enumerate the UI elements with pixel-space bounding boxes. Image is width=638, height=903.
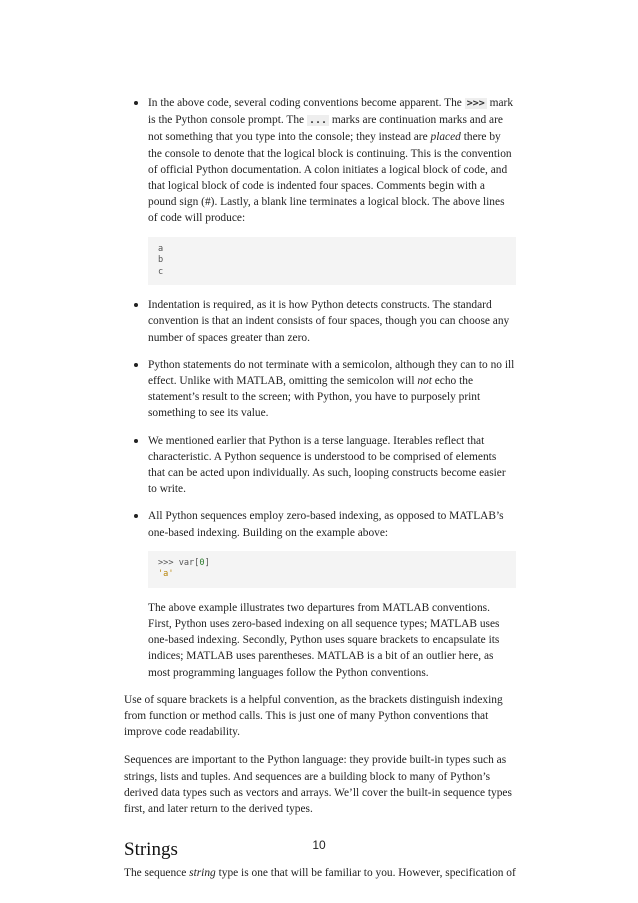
list-item (148, 433, 516, 498)
bullet-text: there by the console to denote that the logical block is continuing. This is the convention of official Python documentation. A colon initiates a logical block of code, and that logical block of code is indented four spaces. Comments begin with a pound sign (#). Lastly, a blank line terminates a logical block. The above lines of code will produce: (148, 131, 512, 225)
page-content (124, 95, 516, 893)
bullet-text: In the above code, several coding conventions become apparent. The (148, 97, 465, 109)
code-block (148, 551, 516, 588)
bullet-text: echo the statement’s result to the screen; with Python, you have to purposely print something to see its value. (148, 374, 481, 420)
code-line: c (158, 266, 164, 277)
section-paragraph (124, 865, 516, 881)
bullet-text: All Python sequences employ zero-based indexing, as opposed to MATLAB’s one-based indexing. Building on the example above: (148, 510, 504, 539)
code-index: 0 (199, 557, 205, 568)
code-line: b (158, 255, 164, 266)
emphasis-text: string (189, 867, 216, 880)
list-item (148, 357, 516, 422)
bullet-followup-paragraph: The above example illustrates two departures from MATLAB conventions. First, Python uses zero-based indexing on all sequence types; MATLAB uses one-based indexing. Secondly, Python uses square brackets to encapsulate its indices; MATLAB uses parentheses. MATLAB is a bit of an outlier here, as most programming languages follow the Python conventions. (148, 601, 500, 679)
bullet-text: Python statements do not terminate with a semicolon, although they can to no ill effect. Unlike with MATLAB, omitting the semicolon will (148, 358, 515, 387)
inline-code-prompt: >>> (466, 98, 485, 109)
bullet-text: marks are continuation marks and are not something that you type into the console; they instead are (148, 114, 503, 144)
bullet-text: Indentation is required, as it is how Python detects constructs. The standard convention is that an indent consists of four spaces, though you can choose any number of spaces greater than zero. (148, 299, 510, 344)
body-paragraph: Use of square brackets is a helpful convention, as the brackets distinguish indexing from function or method calls. This is just one of many Python conventions that improve code readability. (124, 693, 503, 739)
bullet-list (124, 95, 516, 681)
bullet-text: We mentioned earlier that Python is a terse language. Iterables reflect that characteristic. A Python sequence is understood to be comprised of elements that can be acted upon individually. As such, looping constructs become easier to write. (148, 434, 506, 496)
code-result: 'a' (158, 569, 174, 580)
bullet-text: mark is the Python console prompt. The (148, 97, 514, 127)
list-item (148, 297, 516, 346)
list-item (148, 508, 516, 680)
code-close: ] (204, 557, 210, 568)
emphasis-text: not (417, 374, 432, 387)
section-text: type is one that will be familiar to you. However, specification of (215, 867, 516, 880)
list-item (148, 95, 516, 285)
code-prompt: >>> var[ (158, 557, 200, 568)
body-paragraph: Sequences are important to the Python language: they provide built-in types such as strings, lists and tuples. And sequences are a building block to many of Python’s derived data types such as vectors and arrays. We’ll cover the built-in sequence types first, and later return to the derived types. (124, 754, 512, 815)
page-number: 10 (312, 838, 326, 852)
code-line: a (158, 243, 164, 254)
emphasis-text: placed (430, 131, 461, 144)
section-text: The sequence (124, 867, 190, 880)
section-heading: Strings (124, 839, 178, 861)
code-block (148, 237, 516, 286)
inline-code-continuation: ... (308, 115, 327, 127)
